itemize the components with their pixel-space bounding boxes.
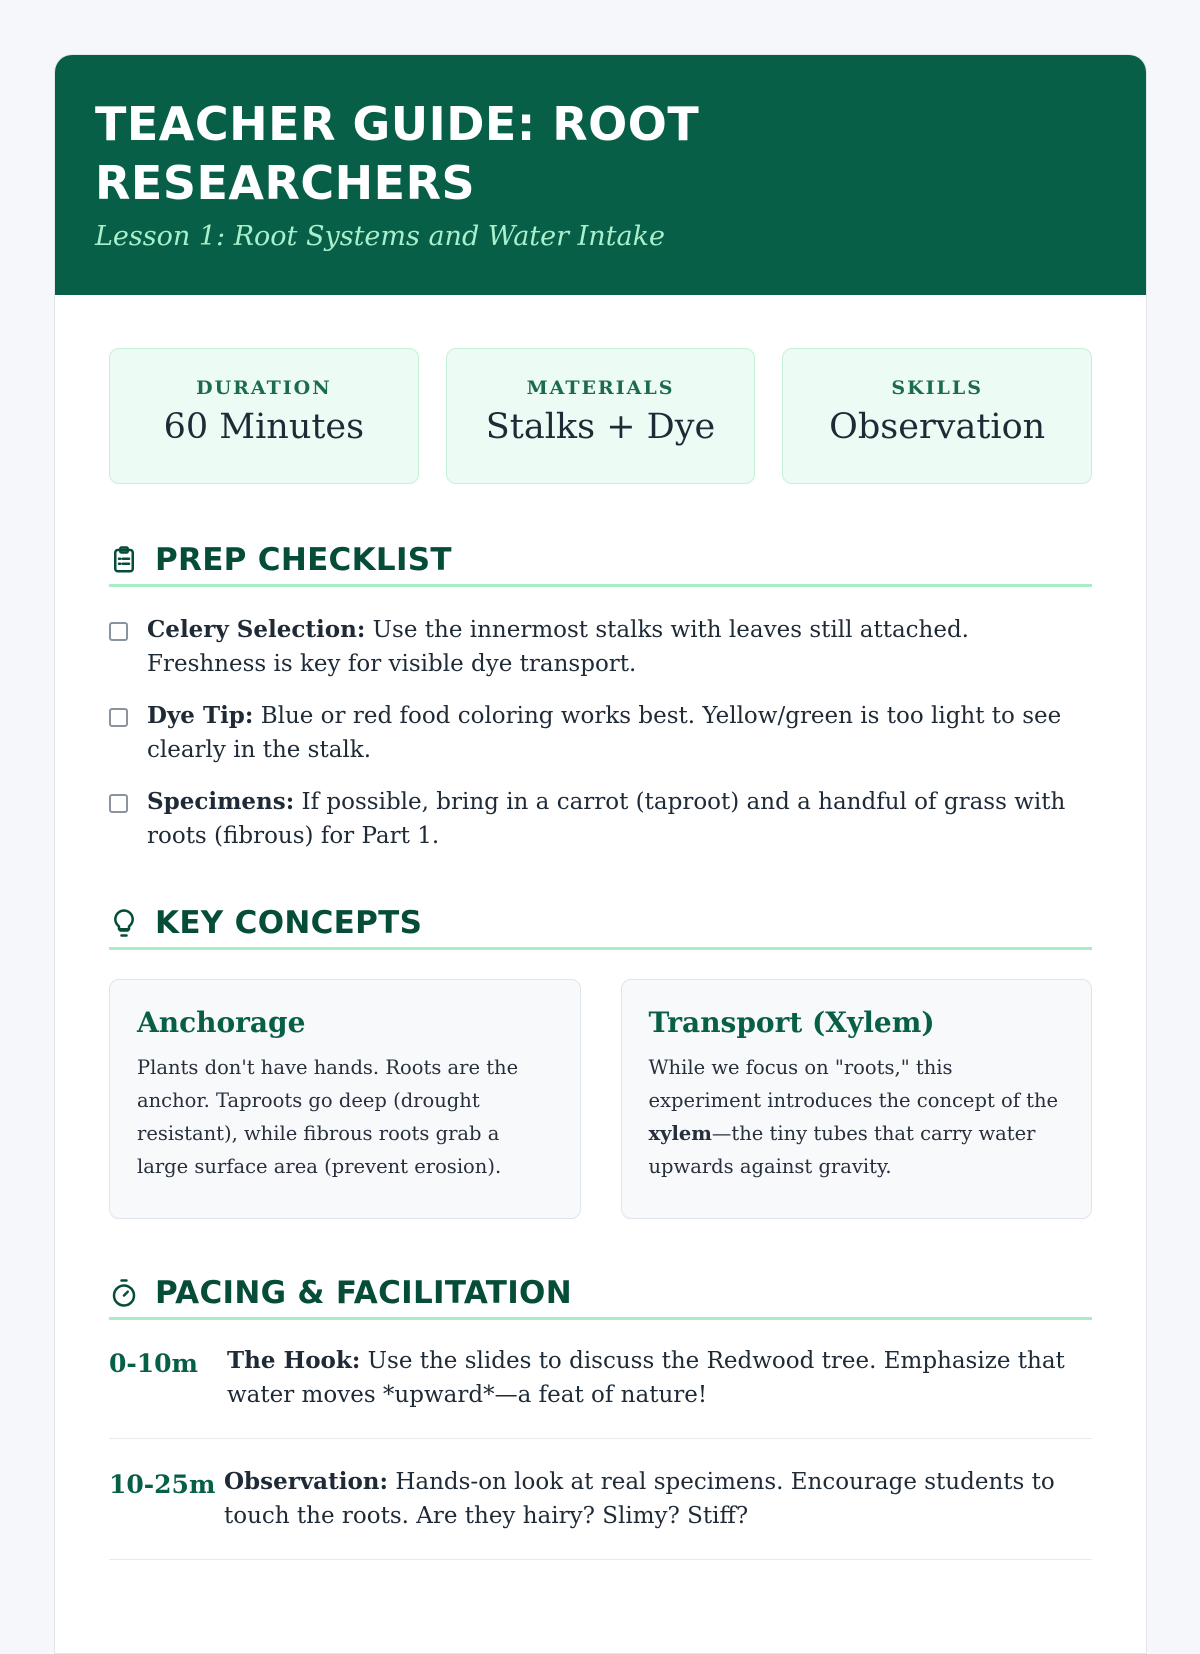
- concept-body-text: While we focus on "roots," this experiment introduces the concept of the: [648, 1056, 1059, 1112]
- header-banner: [55, 55, 1146, 295]
- pacing-body: Hands-on look at real specimens. Encourage students to touch the roots. Are they hairy? Slimy? Stiff?: [224, 1469, 1055, 1529]
- stat-label: SKILLS: [891, 377, 983, 399]
- checklist-body: Use the innermost stalks with leaves still attached. Freshness is key for visible dye transport.: [147, 617, 969, 677]
- stat-value: 60 Minutes: [163, 407, 365, 447]
- concept-card-anchorage: [109, 979, 581, 1219]
- checklist-label: Celery Selection:: [147, 616, 366, 643]
- concept-keyword: xylem: [648, 1122, 712, 1145]
- prep-checklist: [109, 613, 1092, 853]
- checklist-checkbox[interactable]: [109, 708, 128, 727]
- concept-body-text: —the tiny tubes that carry water upwards against gravity.: [648, 1122, 1036, 1178]
- stat-skills: [782, 348, 1092, 484]
- checklist-checkbox[interactable]: [109, 794, 128, 813]
- guide-content: [55, 295, 1146, 1560]
- checklist-text: [147, 613, 1092, 681]
- checklist-text: [147, 699, 1092, 767]
- stat-materials: [446, 348, 756, 484]
- pacing-section-header: [109, 1275, 1092, 1320]
- stopwatch-icon: [109, 1278, 139, 1308]
- concept-body: Plants don't have hands. Roots are the anchor. Taproots go deep (drought resistant), while fibrous roots grab a large surface area (prevent erosion).: [137, 1056, 519, 1178]
- checklist-item: [109, 785, 1092, 853]
- checklist-label: Specimens:: [147, 788, 295, 815]
- pacing-text: [224, 1465, 1092, 1533]
- prep-section-header: [109, 542, 1092, 587]
- concept-title: Transport (Xylem): [648, 1006, 935, 1039]
- stat-value: Stalks + Dye: [485, 407, 716, 447]
- clipboard-icon: [109, 545, 139, 575]
- concept-card-transport: [621, 979, 1093, 1219]
- pacing-label: The Hook:: [227, 1347, 361, 1374]
- concept-title: Anchorage: [137, 1006, 306, 1039]
- pacing-row: [109, 1344, 1092, 1439]
- concepts-section-header: [109, 905, 1092, 950]
- section-title: PREP CHECKLIST: [155, 542, 452, 578]
- pacing-label: Observation:: [224, 1468, 388, 1495]
- concept-cards: [109, 979, 1092, 1219]
- stat-value: Observation: [829, 407, 1046, 447]
- section-title: PACING & FACILITATION: [155, 1275, 572, 1311]
- checklist-item: [109, 699, 1092, 767]
- pacing-time: 10-25m: [109, 1470, 216, 1499]
- pacing-text: [227, 1344, 1092, 1412]
- concept-body: [649, 1051, 1065, 1183]
- checklist-checkbox[interactable]: [109, 622, 128, 641]
- stat-duration: [109, 348, 419, 484]
- section-title: KEY CONCEPTS: [155, 905, 423, 941]
- stat-label: DURATION: [196, 377, 332, 399]
- lightbulb-icon: [109, 908, 139, 938]
- checklist-body: Blue or red food coloring works best. Yellow/green is too light to see clearly in the stalk.: [147, 703, 1062, 763]
- stats-row: [109, 348, 1092, 484]
- pacing-list: [109, 1344, 1092, 1560]
- guide-card: [54, 54, 1147, 1654]
- pacing-body: Use the slides to discuss the Redwood tree. Emphasize that water moves *upward*—a feat of nature!: [227, 1348, 1065, 1408]
- page-title: TEACHER GUIDE: ROOT RESEARCHERS: [95, 97, 700, 210]
- checklist-text: [147, 785, 1092, 853]
- checklist-item: [109, 613, 1092, 681]
- pacing-row: [109, 1465, 1092, 1560]
- pacing-time: 0-10m: [109, 1349, 199, 1378]
- stat-label: MATERIALS: [526, 377, 675, 399]
- page-subtitle: Lesson 1: Root Systems and Water Intake: [95, 221, 665, 252]
- checklist-label: Dye Tip:: [147, 702, 254, 729]
- checklist-body: If possible, bring in a carrot (taproot) and a handful of grass with roots (fibrous) for Part 1.: [147, 789, 1066, 849]
